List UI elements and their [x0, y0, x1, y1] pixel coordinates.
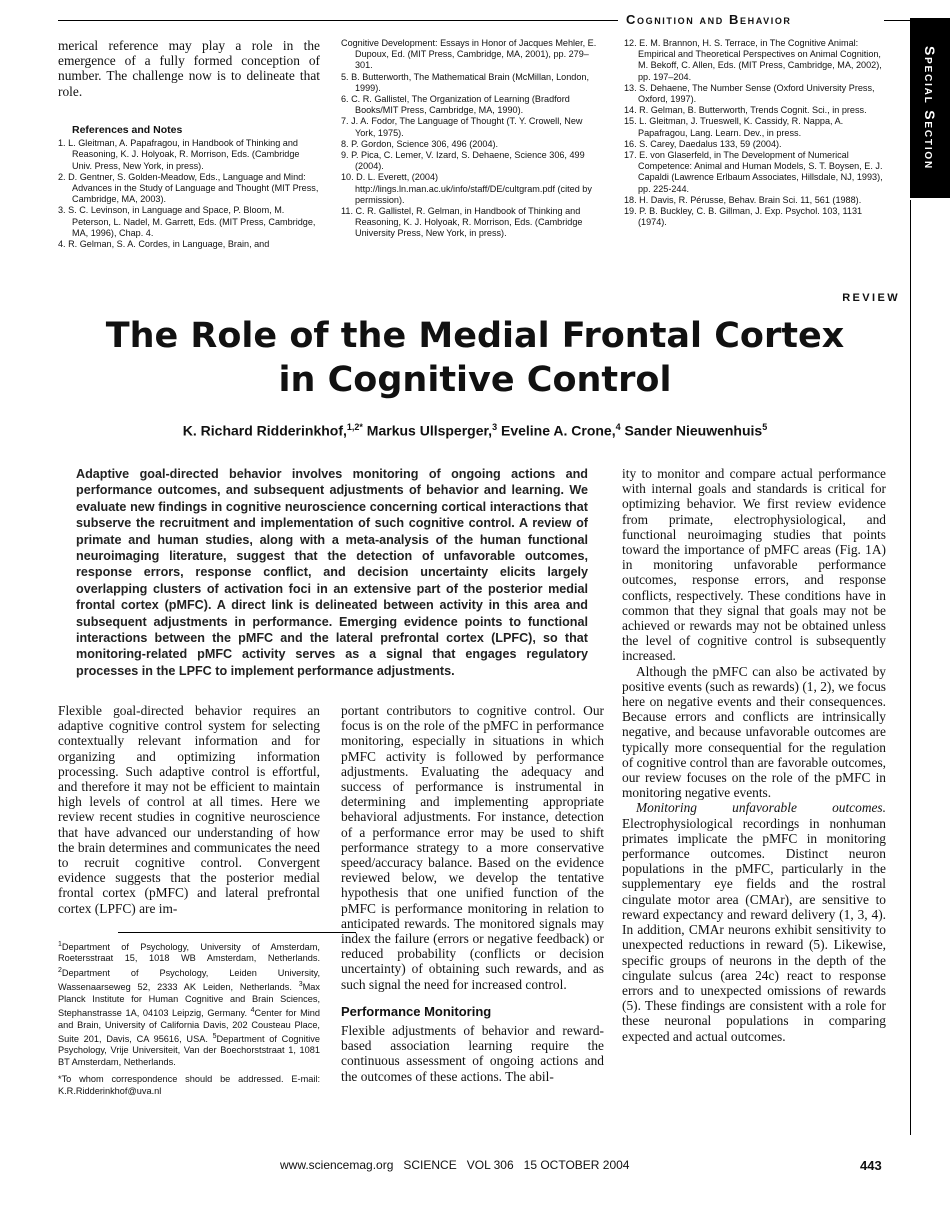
affiliation-item: Department of Psychology, Leiden University, Wassenaarseweg 52, 2333 AK Leiden, Netherlands.	[58, 967, 320, 993]
reference-item: 11. C. R. Gallistel, R. Gelman, in Handbook of Thinking and Reasoning, K. J. Holyoak, R. Morrison, Eds. (Cambridge University Press, New York, in press).	[341, 206, 583, 239]
reference-item: 16. S. Carey, Daedalus 133, 59 (2004).	[624, 138, 782, 149]
col2-paragraph-2: Flexible adjustments of behavior and reward-based association learning require the continuous assessment of ongoing actions and the outcomes of these actions. The abil-	[341, 1023, 604, 1084]
review-label: REVIEW	[842, 292, 900, 304]
author-name: Eveline A. Crone,	[500, 422, 616, 439]
reference-item: 18. H. Davis, R. Pérusse, Behav. Brain Sci. 11, 561 (1988).	[624, 194, 862, 205]
reference-item: 5. B. Butterworth, The Mathematical Brain (McMillan, London, 1999).	[341, 71, 589, 93]
affiliation-mark: 3	[298, 981, 303, 989]
special-section-tab	[910, 18, 950, 198]
article-title	[60, 314, 890, 402]
body-column-3	[622, 466, 886, 1044]
col3-paragraph-3-text: Electrophysiological recordings in nonhuman primates implicate the pMFC in monitoring performance outcomes. Distinct neuron populations in the pMFC, particularly in the supplementary eye fields and the rostral cingulate motor area (CMAr), are sensitive to reward expectancy and reward delivery (1, 3, 4). In addition, CMAr neurons exhibit sensitivity to unexpected reductions in reward (5). Likewise, specific groups of neurons in the depth of the cingulate sulcus (area 24c) react to response errors and to unexpected omissions of rewards (5). These findings are consistent with a role for these neuronal populations in comparing expected and actual outcomes.	[622, 815, 886, 1044]
previous-article-text: merical reference may play a role in the emergence of a fully formed conception of number. The challenge now is to delineate that role.	[58, 38, 320, 99]
author-name: Markus Ullsperger,	[366, 422, 493, 439]
references-col-3	[624, 38, 886, 228]
references-col-1	[58, 125, 320, 250]
references-col-2	[341, 38, 604, 240]
affiliation-text	[58, 939, 320, 1068]
reference-item: 9. P. Pica, C. Lemer, V. Izard, S. Dehaene, Science 306, 499 (2004).	[341, 150, 585, 172]
reference-item: 12. E. M. Brannon, H. S. Terrace, in The Cognitive Animal: Empirical and Theoretical Perspectives on Animal Cognition, M. Bekoff, C. Allen, Eds. (MIT Press, Cambridge, MA, 2002), pp. 197–204.	[624, 38, 882, 82]
page-edge-rule	[910, 200, 911, 1135]
reference-item: 4. R. Gelman, S. A. Cordes, in Language, Brain, and	[58, 239, 270, 250]
body-column-2	[341, 703, 604, 1084]
reference-item: 3. S. C. Levinson, in Language and Space, P. Bloom, M. Peterson, L. Nadel, M. Garrett, Eds. (MIT Press, Cambridge, MA, 1996), Chap. 4.	[58, 205, 316, 238]
author-list	[60, 422, 890, 439]
reference-item: 1. L. Gleitman, A. Papafragou, in Handbook of Thinking and Reasoning, K. J. Holyoak, R. Morrison, Eds. (Cambridge Univ. Press, New York, in press).	[58, 138, 300, 171]
body-column-1	[58, 703, 320, 1097]
reference-item: 17. E. von Glaserfeld, in The Development of Numerical Competence: Animal and Human Models, S. T. Boysen, E. J. Capaldi (Lawrence Erlbaum Associates, Hillsdale, NJ, 1993), pp. 225-244.	[624, 150, 883, 194]
col3-paragraph-1: ity to monitor and compare actual performance with internal goals and standards is critical for optimizing behavior. We first review evidence from primate, electrophysiological, and functional neuroimaging studies that points toward the importance of pMFC areas (Fig. 1A) in monitoring unfavorable performance outcomes, response errors, and response conflicts, respectively. These conditions have in common that they signal that goals may not be achieved or rewards may not be obtained unless the level of cognitive control is subsequently increased.	[622, 466, 886, 664]
abstract: Adaptive goal-directed behavior involves monitoring of ongoing actions and performance outcomes, and subsequent adjustments of behavior and learning. We evaluate new findings in cognitive neuroscience concerning cortical interactions that subserve the recruitment and implementation of such cognitive control. A review of primate and human studies, along with a meta-analysis of the human functional neuroimaging literature, suggest that the detection of unfavorable outcomes, response errors, response conflict, and decision uncertainty elicits largely overlapping clusters of activation foci in an extensive part of the posterior medial frontal cortex (pMFC). A direct link is delineated between activity in this area and subsequent adjustments in performance. Emerging evidence points to functional interactions between the pMFC and the lateral prefrontal cortex (LPFC), so that monitoring-related pMFC activity serves as a signal that engages regulatory processes in the LPFC to implement performance adjustments.	[76, 467, 588, 678]
title-line-2: in Cognitive Control	[278, 360, 672, 400]
affiliation-mark: 2	[58, 966, 62, 974]
header-rule-right	[884, 20, 910, 21]
reference-item: 7. J. A. Fodor, The Language of Thought (T. Y. Crowell, New York, 1975).	[341, 116, 583, 138]
reference-item: Cognitive Development: Essays in Honor of Jacques Mehler, E. Dupoux, Ed. (MIT Press, Cambridge, MA, 2001), pp. 279–301.	[341, 38, 597, 71]
reference-item: 8. P. Gordon, Science 306, 496 (2004).	[341, 138, 499, 149]
intro-paragraph: Flexible goal-directed behavior requires an adaptive cognitive control system for selecting contextually relevant information and for organizing and optimizing information processing. Such adaptive control is effortful, and therefore it may not be efficient to maintain high levels of control at all times. Here we review recent studies in cognitive neuroscience that have advanced our understanding of how the brain determines and communicates the need to recruit cognitive control. Convergent evidence suggests that the posterior medial frontal cortex (pMFC) and lateral prefrontal cortex (LPFC) are im-	[58, 703, 320, 916]
affiliation-mark: 4	[250, 1007, 255, 1015]
reference-item: 10. D. L. Everett, (2004) http://lings.ln.man.ac.uk/info/staff/DE/cultgram.pdf (cited by permission).	[341, 172, 592, 205]
title-line-1: The Role of the Medial Frontal Cortex	[105, 316, 845, 356]
correspondence-note: *To whom correspondence should be addressed. E-mail: K.R.Ridderinkhof@uva.nl	[58, 1074, 320, 1096]
affiliation-item: Max Planck Institute for Human Cognitive and Brain Sciences, Stephanstrasse 1A, 04103 Leipzig, Germany.	[58, 982, 320, 1019]
reference-item: 2. D. Gentner, S. Golden-Meadow, Eds., Language and Mind: Advances in the Study of Language and Thought (MIT Press, Cambridge, MA, 2003).	[58, 171, 319, 205]
header-rule-left	[58, 20, 618, 21]
affiliation-mark: 5	[212, 1032, 217, 1040]
author-name: Sander Nieuwenhuis	[624, 422, 763, 439]
page-number: 443	[860, 1158, 882, 1173]
col3-paragraph-2: Although the pMFC can also be activated by positive events (such as rewards) (1, 2), we focus here on negative events and their consequences. Because errors and conflicts are intrinsically negative, and because unfavorable outcomes are typically more consequential for the regulation of cognitive control than are favorable outcomes, our review focuses on the role of the pMFC in monitoring negative events.	[622, 663, 887, 801]
author-affiliation-mark: 3	[492, 422, 498, 432]
footnote-rule	[118, 932, 356, 933]
author-affiliation-mark: 1,2*	[346, 422, 363, 432]
reference-item: 14. R. Gelman, B. Butterworth, Trends Cognit. Sci., in press.	[624, 105, 867, 116]
journal-info: www.sciencemag.org SCIENCE VOL 306 15 OCTOBER 2004	[280, 1158, 630, 1172]
author-affiliation-mark: 4	[615, 422, 621, 432]
affiliation-item: Center for Mind and Brain, University of California Davis, 202 Cousteau Place, Suite 201, Davis, CA 95616, USA.	[58, 1008, 320, 1044]
reference-item: 15. L. Gleitman, J. Trueswell, K. Cassidy, R. Nappa, A. Papafragou, Lang. Learn. Dev., in press.	[624, 116, 844, 138]
affiliation-mark: 1	[58, 940, 62, 948]
affiliation-item: Department of Cognitive Psychology, Vrije Universiteit, Van der Boechorststraat 1, 1081 BT Amsterdam, Netherlands.	[58, 1034, 320, 1067]
subsection-lead: Monitoring unfavorable outcomes.	[636, 800, 886, 816]
col2-paragraph-1: portant contributors to cognitive control. Our focus is on the role of the pMFC in performance monitoring, especially in situations in which pMFC activity is followed by performance adjustments. Evaluating the adequacy and success of performance is instrumental in determining and implementing appropriate behavioral adjustments. For instance, detection of a performance error may be used to shift performance strategy to a more conservative speed/accuracy balance. Based on the evidence reviewed below, we develop the tentative hypothesis that one unified function of the pMFC is performance monitoring in relation to anticipated rewards. The monitored signals may index the failure (errors or negative feedback) or reduced probability (conflicts or decision uncertainty) of obtaining such rewards, and as such signal the need for increased control.	[341, 703, 604, 992]
references-heading: References and Notes	[72, 124, 183, 136]
col3-paragraph-3	[622, 800, 886, 1043]
author-affiliation-mark: 5	[762, 422, 768, 432]
reference-item: 13. S. Dehaene, The Number Sense (Oxford University Press, Oxford, 1997).	[624, 82, 875, 105]
reference-item: 19. P. B. Buckley, C. B. Gillman, J. Exp. Psychol. 103, 1131 (1974).	[624, 206, 863, 228]
affiliation-item: Department of Psychology, University of Amsterdam, Roetersstraat 15, 1018 WB Amsterdam, Netherlands.	[58, 941, 320, 964]
author-name: K. Richard Ridderinkhof,	[182, 422, 347, 439]
reference-item: 6. C. R. Gallistel, The Organization of Learning (Bradford Books/MIT Press, Cambridge, MA, 1990).	[341, 94, 570, 116]
section-title: Cognition and Behavior	[626, 12, 792, 27]
section-heading-performance-monitoring: Performance Monitoring	[341, 1003, 492, 1019]
special-section-label: Special Section	[922, 45, 938, 171]
affiliations	[58, 939, 320, 1097]
